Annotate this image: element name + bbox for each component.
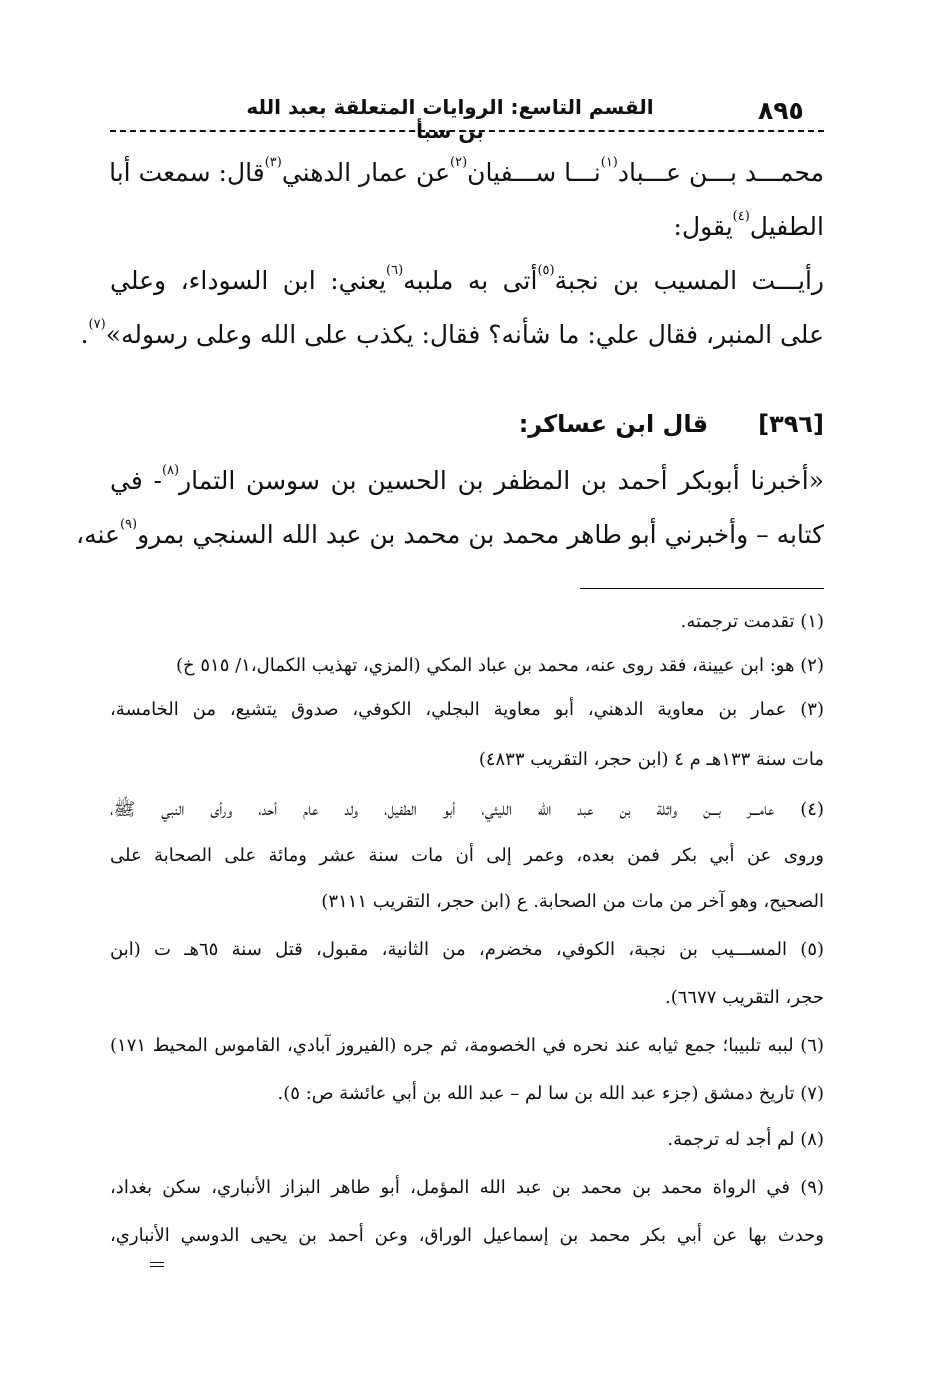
footnote-ref-8: (٨) (161, 463, 180, 478)
continuation-mark (150, 1262, 164, 1267)
footnote-4-cont-2: الصحيح، وهو آخر من مات من الصحابة. ع (ابن حجر، التقريب ٣١١١) (321, 891, 824, 912)
footnote-ref-6: (٦) (386, 263, 404, 278)
footnote-6: (٦) لببه تلبيبا؛ جمع ثيابه عند نحره في الخصومة، ثم جره (الفيروز آبادي، القاموس المحيط ١٧١) (110, 1035, 824, 1056)
section-number: [٣٩٦] (758, 410, 824, 438)
body-line-2: الطفيل$^{(٤)}$يقول: (673, 209, 824, 241)
footnote-ref-2: (٢) (450, 155, 468, 170)
footnote-8: (٨) لم أجد له ترجمة. (667, 1129, 824, 1150)
footnote-3: (٣) عمار بن معاوية الدهني، أبو معاوية البجلي، الكوفي، صدوق يتشيع، من الخامسة، (110, 699, 824, 720)
footnote-ref-5: (٥) (537, 263, 555, 278)
page-number: ٨٩٥ (758, 96, 804, 125)
footnote-ref-3: (٣) (264, 155, 282, 170)
footnote-4: (٤) عامـــر بـــن واثلة بن عبد الله الليثي، أبو الطفيل، ولد عام أحد، ورأى النبي ﷺ، (110, 799, 824, 820)
header-divider (110, 130, 824, 132)
body-line-3: رأيـــت المسيب بن نجبة$^{(٥)}$أتى به ملببه$^{(٦)}$يعني: ابن السوداء، وعلي (110, 263, 825, 295)
footnote-divider (580, 588, 824, 589)
section-heading (300, 410, 824, 450)
footnote-5: (٥) المســـيب بن نجبة، الكوفي، مخضرم، من الثانية، مقبول، قتل سنة ٦٥هـ ت (ابن (110, 939, 825, 960)
body-line-1: محمـــد بـــن عـــباد$^{(١)}$نـــا ســـفيان$^{(٢)}$عن عمار الدهني$^{(٣)}$قال: سمعت أبا (109, 155, 824, 187)
footnote-ref-7: (٧) (88, 317, 106, 332)
footnote-9-cont: وحدث بها عن أبي بكر محمد بن إسماعيل الوراق، وعن أحمد بن يحيى الدوسي الأنباري، (110, 1225, 824, 1246)
footnote-ref-4: (٤) (732, 209, 750, 224)
body-line-4: على المنبر، فقال علي: ما شأنه؟ فقال: يكذب على الله وعلى رسوله»$^{(٧)}$. (80, 317, 824, 349)
footnote-5-cont: حجر، التقريب ٦٦٧٧). (665, 987, 824, 1008)
footnote-2: (٢) هو: ابن عيينة، فقد روى عنه، محمد بن عباد المكي (المزي، تهذيب الكمال،١/ ٥١٥ خ) (175, 655, 824, 676)
body-line-6: كتابه – وأخبرني أبو طاهر محمد بن محمد بن عبد الله السنجي بمرو$^{(٩)}$عنه، (76, 517, 824, 549)
section-title: قال ابن عساكر: (518, 410, 709, 438)
footnote-4-cont: وروى عن أبي بكر فمن بعده، وعمر إلى أن مات سنة عشر ومائة على الصحابة على (110, 845, 824, 866)
footnote-ref-9: (٩) (119, 517, 138, 532)
footnote-7: (٧) تاريخ دمشق (جزء عبد الله بن سا لم – عبد الله بن أبي عائشة ص: ٥). (277, 1083, 824, 1104)
footnote-9: (٩) في الرواة محمد بن محمد بن عبد الله المؤمل، أبو طاهر البزاز الأنباري، سكن بغداد، (110, 1177, 824, 1198)
body-line-5: «أخبرنا أبوبكر أحمد بن المظفر بن الحسين بن سوسن التمار$^{(٨)}$- في (110, 463, 824, 495)
footnote-ref-1: (١) (600, 155, 618, 170)
running-header-title: القسم التاسع: الروايات المتعلقة بعبد الله بن سبأ (246, 95, 654, 143)
footnote-1: (١) تقدمت ترجمته. (680, 611, 824, 632)
footnote-3-cont: مات سنة ١٣٣هـ م ٤ (ابن حجر، التقريب ٤٨٣٣) (478, 749, 824, 770)
